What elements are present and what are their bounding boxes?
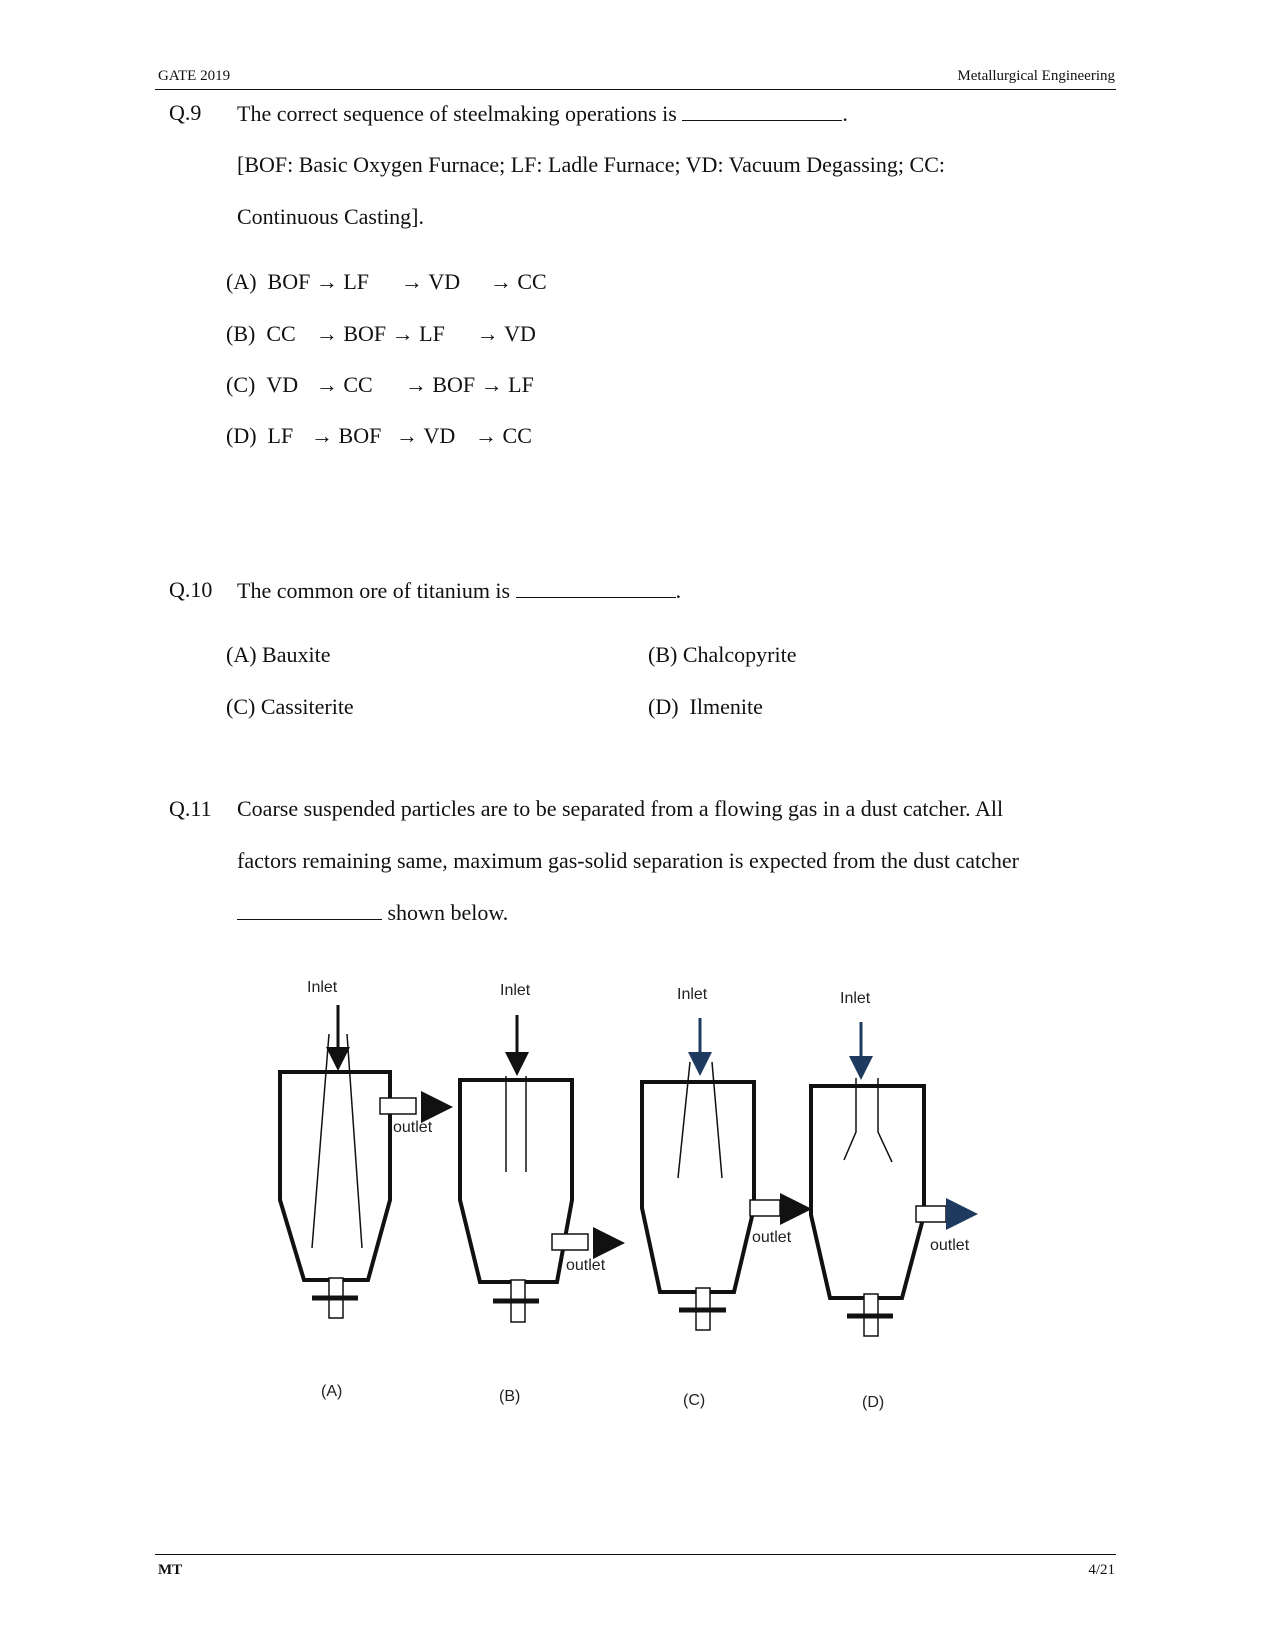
inner-tube-wall bbox=[844, 1078, 856, 1160]
q10-stem bbox=[237, 577, 681, 604]
q9-option-c bbox=[226, 372, 534, 398]
q10-option-a-label: (A) bbox=[226, 642, 257, 667]
q11-line1: Coarse suspended particles are to be separated from a flowing gas in a dust catcher. All bbox=[237, 796, 1004, 821]
outlet-pipe bbox=[552, 1234, 588, 1250]
caption-b: (B) bbox=[499, 1388, 521, 1405]
footer-paper-code: MT bbox=[158, 1562, 183, 1578]
seq-step: LF bbox=[267, 423, 294, 448]
dust-catcher-d bbox=[811, 990, 970, 1411]
q10-stem-text: The common ore of titanium is bbox=[237, 578, 511, 603]
q9-stem-end: . bbox=[842, 101, 848, 126]
caption-c: (C) bbox=[683, 1392, 706, 1409]
q11-line2: factors remaining same, maximum gas-solid separation is expected from the dust catcher bbox=[237, 848, 1019, 873]
q9-note-line1: [BOF: Basic Oxygen Furnace; LF: Ladle Furnace; VD: Vacuum Degassing; CC: bbox=[237, 152, 945, 177]
seq-step: CC bbox=[517, 269, 547, 294]
outlet-label: outlet bbox=[393, 1119, 433, 1136]
q10-option-b-label: (B) bbox=[648, 642, 678, 667]
seq-step: VD bbox=[266, 372, 299, 397]
seq-step: BOF bbox=[432, 372, 476, 397]
inner-tube-wall bbox=[347, 1034, 362, 1248]
q10-stem-end: . bbox=[675, 578, 682, 603]
inlet-label: Inlet bbox=[840, 990, 871, 1007]
q11-number: Q.11 bbox=[169, 796, 212, 821]
seq-step: CC bbox=[266, 321, 296, 346]
outlet-pipe bbox=[380, 1098, 416, 1114]
footer-page-number: 4/21 bbox=[1088, 1562, 1115, 1578]
dust-catcher-b bbox=[460, 982, 617, 1405]
inlet-label: Inlet bbox=[307, 979, 338, 996]
q9-number: Q.9 bbox=[169, 100, 202, 125]
header-exam-title: GATE 2019 bbox=[158, 68, 231, 84]
q10-answer-blank bbox=[516, 577, 676, 598]
q9-option-d-label: (D) bbox=[226, 423, 257, 448]
arrow-right-icon: → bbox=[400, 269, 423, 294]
q11-line3 bbox=[237, 899, 508, 926]
q9-note-line2: Continuous Casting]. bbox=[237, 204, 425, 229]
q10-option-a bbox=[226, 642, 330, 668]
inlet-label: Inlet bbox=[677, 986, 708, 1003]
q10-option-d bbox=[648, 694, 763, 720]
q9-option-c-label: (C) bbox=[226, 372, 256, 397]
seq-step: CC bbox=[343, 372, 373, 397]
vessel-body bbox=[642, 1082, 754, 1292]
header-rule bbox=[155, 89, 1116, 90]
q11-line3-text: shown below. bbox=[387, 900, 509, 925]
q9-option-b bbox=[226, 321, 536, 347]
outlet-label: outlet bbox=[566, 1257, 606, 1274]
dust-catcher-figure bbox=[260, 979, 1050, 1500]
caption-d: (D) bbox=[862, 1394, 885, 1411]
q10-option-c bbox=[226, 694, 354, 720]
inner-tube-wall bbox=[712, 1062, 722, 1178]
q10-option-a-text: Bauxite bbox=[262, 642, 331, 667]
caption-a: (A) bbox=[321, 1383, 343, 1400]
arrow-right-icon: → bbox=[396, 423, 419, 448]
seq-step: LF bbox=[508, 372, 534, 397]
q9-stem-text: The correct sequence of steelmaking operations is bbox=[237, 101, 677, 126]
q10-option-b-text: Chalcopyrite bbox=[682, 642, 797, 667]
outlet-pipe bbox=[750, 1200, 780, 1216]
header-subject: Metallurgical Engineering bbox=[957, 68, 1115, 84]
arrow-right-icon: → bbox=[476, 321, 499, 346]
dust-catcher-c bbox=[642, 986, 804, 1409]
q9-option-d bbox=[226, 423, 532, 449]
arrow-right-icon: → bbox=[475, 423, 498, 448]
outlet-label: outlet bbox=[930, 1237, 970, 1254]
vessel-body bbox=[280, 1072, 390, 1280]
inner-tube-wall bbox=[878, 1078, 892, 1162]
q10-number: Q.10 bbox=[169, 577, 213, 602]
seq-step: BOF bbox=[343, 321, 387, 346]
seq-step: VD bbox=[428, 269, 461, 294]
seq-step: BOF bbox=[267, 269, 311, 294]
q10-option-d-label: (D) bbox=[648, 694, 679, 719]
q9-option-b-label: (B) bbox=[226, 321, 256, 346]
seq-step: VD bbox=[504, 321, 536, 346]
q9-stem bbox=[237, 100, 848, 127]
seq-step: CC bbox=[502, 423, 532, 448]
q11-answer-blank bbox=[237, 899, 382, 920]
footer-rule bbox=[155, 1554, 1116, 1555]
q9-option-a bbox=[226, 269, 547, 295]
vessel-body bbox=[811, 1086, 924, 1298]
q10-option-b bbox=[648, 642, 796, 668]
arrow-right-icon: → bbox=[315, 269, 338, 294]
q9-option-a-label: (A) bbox=[226, 269, 257, 294]
dust-catcher-a bbox=[280, 979, 445, 1400]
inlet-label: Inlet bbox=[500, 982, 531, 999]
q10-option-d-text: Ilmenite bbox=[689, 694, 763, 719]
arrow-right-icon: → bbox=[315, 321, 338, 346]
seq-step: LF bbox=[343, 269, 370, 294]
outlet-label: outlet bbox=[752, 1229, 792, 1246]
q9-answer-blank bbox=[682, 100, 842, 121]
arrow-right-icon: → bbox=[311, 423, 334, 448]
arrow-right-icon: → bbox=[315, 372, 338, 397]
seq-step: BOF bbox=[338, 423, 382, 448]
seq-step: LF bbox=[419, 321, 445, 346]
outlet-pipe bbox=[916, 1206, 946, 1222]
vessel-body bbox=[460, 1080, 572, 1282]
arrow-right-icon: → bbox=[391, 321, 414, 346]
inner-tube-wall bbox=[678, 1062, 690, 1178]
inner-tube-wall bbox=[312, 1034, 329, 1248]
q10-option-c-label: (C) bbox=[226, 694, 256, 719]
q10-option-c-text: Cassiterite bbox=[260, 694, 354, 719]
arrow-right-icon: → bbox=[404, 372, 427, 397]
seq-step: VD bbox=[423, 423, 456, 448]
arrow-right-icon: → bbox=[489, 269, 512, 294]
arrow-right-icon: → bbox=[480, 372, 503, 397]
